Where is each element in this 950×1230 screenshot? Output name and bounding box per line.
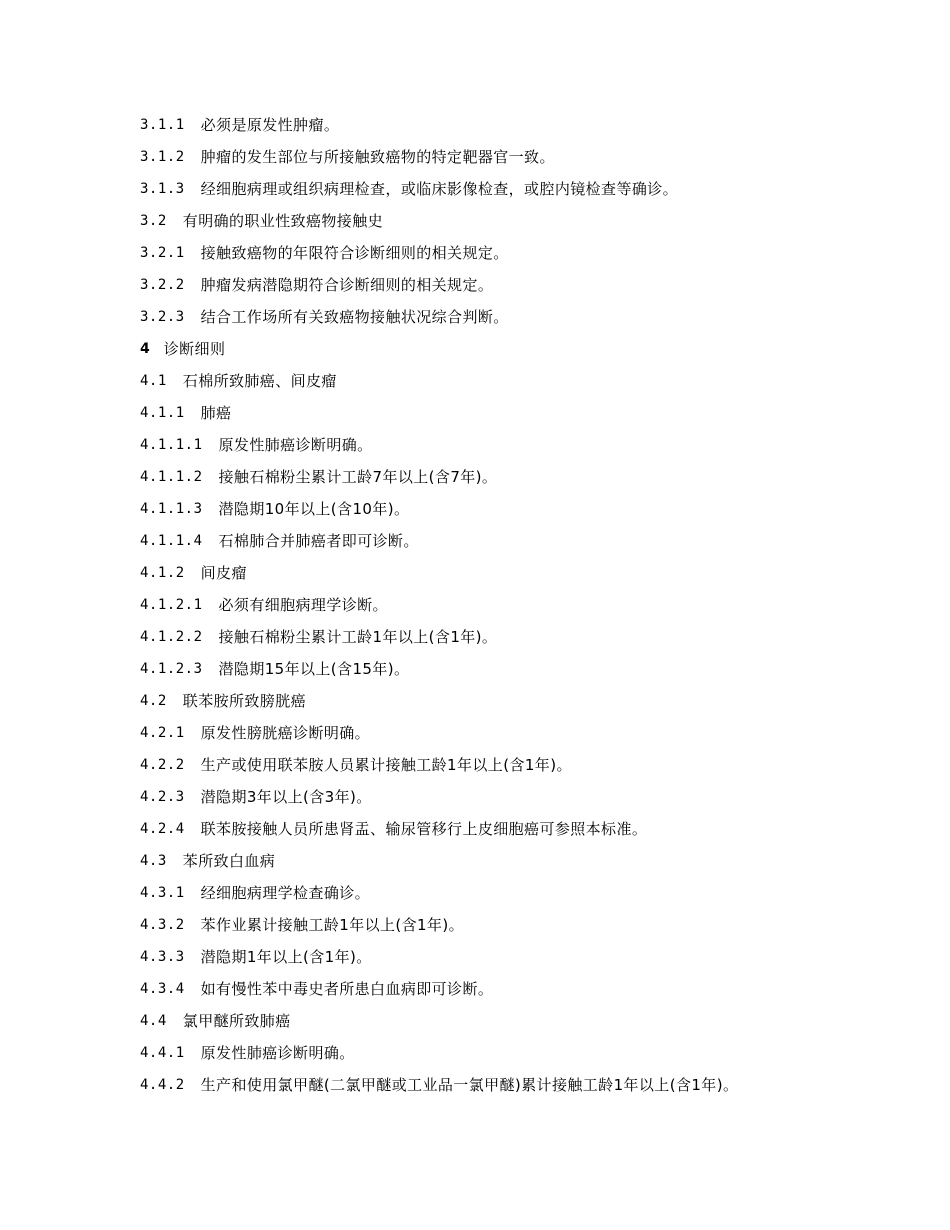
clause-text: 氯甲醚所致肺癌 — [182, 1012, 291, 1030]
clause-line — [140, 914, 900, 946]
clause-line — [140, 1074, 900, 1106]
clause-text: 联苯胺接触人员所患肾盂、输尿管移行上皮细胞癌可参照本标准。 — [200, 820, 648, 838]
clause-text: 肿瘤发病潜隐期符合诊断细则的相关规定。 — [200, 276, 494, 294]
clause-number: 4.1.1.4 — [140, 533, 203, 549]
clause-text: 经细胞病理学检查确诊。 — [200, 884, 371, 902]
clause-text: 生产和使用氯甲醚(二氯甲醚或工业品一氯甲醚)累计接触工龄1年以上(含1年)。 — [200, 1076, 739, 1094]
clause-line — [140, 466, 900, 498]
clause-line — [140, 274, 900, 306]
clause-text: 肿瘤的发生部位与所接触致癌物的特定靶器官一致。 — [200, 148, 555, 166]
clause-line — [140, 658, 900, 690]
clause-line — [140, 594, 900, 626]
clause-number: 3.1.2 — [140, 149, 185, 165]
clause-line — [140, 1042, 900, 1074]
clause-text: 间皮瘤 — [200, 564, 247, 582]
clause-text: 生产或使用联苯胺人员累计接触工龄1年以上(含1年)。 — [200, 756, 572, 774]
section-heading — [140, 1010, 900, 1042]
clause-number: 3.2.1 — [140, 245, 185, 261]
clause-line — [140, 530, 900, 562]
clause-text: 必须有细胞病理学诊断。 — [218, 596, 388, 614]
clause-text: 肺癌 — [200, 404, 232, 422]
clause-number: 3.2.3 — [140, 309, 185, 325]
clause-text: 有明确的职业性致癌物接触史 — [182, 212, 383, 230]
clause-line — [140, 722, 900, 754]
clause-line — [140, 818, 900, 850]
subsection-heading — [140, 562, 900, 594]
clause-number: 4.1.2.1 — [140, 597, 203, 613]
clause-line — [140, 946, 900, 978]
clause-line — [140, 178, 900, 210]
clause-line — [140, 626, 900, 658]
clause-line — [140, 882, 900, 914]
clause-line — [140, 978, 900, 1010]
section-heading — [140, 690, 900, 722]
clause-line — [140, 786, 900, 818]
clause-number: 4.3 — [140, 853, 167, 869]
clause-number: 4.1.1.2 — [140, 469, 203, 485]
clause-number: 4.1.2.3 — [140, 661, 203, 677]
clause-text: 结合工作场所有关致癌物接触状况综合判断。 — [200, 308, 509, 326]
clause-number: 4.1.1.3 — [140, 501, 203, 517]
clause-text: 经细胞病理或组织病理检查，或临床影像检查，或腔内镜检查等确诊。 — [200, 180, 679, 198]
clause-number: 3.2.2 — [140, 277, 185, 293]
clause-text: 如有慢性苯中毒史者所患白血病即可诊断。 — [200, 980, 494, 998]
clause-number: 4.2.4 — [140, 821, 185, 837]
clause-text: 潜隐期3年以上(含3年)。 — [200, 788, 372, 806]
section-heading — [140, 370, 900, 402]
clause-text: 潜隐期1年以上(含1年)。 — [200, 948, 372, 966]
clause-text: 接触致癌物的年限符合诊断细则的相关规定。 — [200, 244, 509, 262]
clause-text: 石棉所致肺癌、间皮瘤 — [182, 372, 337, 390]
clause-number: 4.4.1 — [140, 1045, 185, 1061]
section-heading — [140, 850, 900, 882]
clause-text: 必须是原发性肿瘤。 — [200, 116, 340, 134]
chapter-number: 4 — [140, 341, 150, 357]
clause-number: 4.3.1 — [140, 885, 185, 901]
clause-line — [140, 434, 900, 466]
clause-number: 4.3.4 — [140, 981, 185, 997]
clause-text: 联苯胺所致膀胱癌 — [182, 692, 306, 710]
chapter-heading — [140, 338, 900, 370]
document-body — [140, 114, 900, 1106]
clause-line — [140, 146, 900, 178]
clause-number: 4.1.1.1 — [140, 437, 203, 453]
clause-number: 4.3.2 — [140, 917, 185, 933]
clause-number: 4.2.3 — [140, 789, 185, 805]
clause-text: 潜隐期15年以上(含15年)。 — [218, 660, 410, 678]
clause-number: 3.1.1 — [140, 117, 185, 133]
clause-text: 接触石棉粉尘累计工龄7年以上(含7年)。 — [218, 468, 498, 486]
clause-number: 4.1.2.2 — [140, 629, 203, 645]
clause-text: 苯作业累计接触工龄1年以上(含1年)。 — [200, 916, 465, 934]
clause-text: 原发性肺癌诊断明确。 — [200, 1044, 355, 1062]
clause-number: 4.3.3 — [140, 949, 185, 965]
clause-line — [140, 754, 900, 786]
clause-number: 4.1.2 — [140, 565, 185, 581]
clause-text: 原发性膀胱癌诊断明确。 — [200, 724, 371, 742]
clause-number: 4.2.1 — [140, 725, 185, 741]
clause-number: 4.1.1 — [140, 405, 185, 421]
clause-text: 石棉肺合并肺癌者即可诊断。 — [218, 532, 419, 550]
clause-text: 接触石棉粉尘累计工龄1年以上(含1年)。 — [218, 628, 498, 646]
clause-text: 苯所致白血病 — [182, 852, 276, 870]
clause-number: 4.1 — [140, 373, 167, 389]
clause-number: 3.2 — [140, 213, 167, 229]
clause-line — [140, 498, 900, 530]
section-heading — [140, 210, 900, 242]
clause-number: 4.2 — [140, 693, 167, 709]
clause-number: 4.4 — [140, 1013, 167, 1029]
clause-text: 潜隐期10年以上(含10年)。 — [218, 500, 410, 518]
clause-line — [140, 242, 900, 274]
clause-line — [140, 306, 900, 338]
clause-text: 原发性肺癌诊断明确。 — [218, 436, 373, 454]
subsection-heading — [140, 402, 900, 434]
clause-number: 4.4.2 — [140, 1077, 185, 1093]
clause-number: 4.2.2 — [140, 757, 185, 773]
chapter-title: 诊断细则 — [163, 340, 226, 358]
clause-line — [140, 114, 900, 146]
clause-number: 3.1.3 — [140, 181, 185, 197]
